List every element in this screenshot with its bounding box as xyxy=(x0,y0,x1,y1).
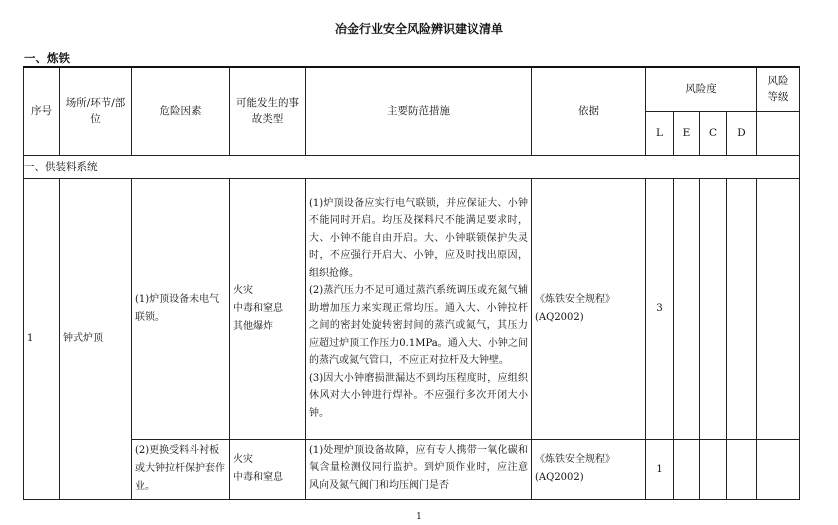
C-value xyxy=(700,178,727,439)
hazard-cell: (1)炉顶设备未电气联锁。 xyxy=(132,178,230,439)
header-location: 场所/环节/部位 xyxy=(60,67,132,155)
measure-item: (1)处理炉顶设备故障，应有专人携带一氧化碳和氧含量检测仪同行监护。到炉顶作业时，应注意风向及氮气阀门和均压阀门是否 xyxy=(309,444,528,491)
D-value xyxy=(727,178,757,439)
basis-cell: 《炼铁安全规程》(AQ2002) xyxy=(532,178,646,439)
accident-type-cell: 火灾 中毒和窒息 其他爆炸 xyxy=(230,178,306,439)
header-risk-level: 风险等级 xyxy=(757,67,800,111)
header-accident-type: 可能发生的事故类型 xyxy=(230,67,306,155)
document-title: 冶金行业安全风险辨识建议清单 xyxy=(334,22,503,36)
measures-cell xyxy=(306,439,532,499)
header-risk-level-blank xyxy=(757,111,800,155)
table-row xyxy=(24,178,800,439)
C-value xyxy=(700,439,727,499)
D-value xyxy=(727,439,757,499)
page-number: 1 xyxy=(416,512,422,522)
E-value xyxy=(674,439,700,499)
L-value: 3 xyxy=(646,178,674,439)
header-index: 序号 xyxy=(24,67,60,155)
E-value xyxy=(674,178,700,439)
header-hazard: 危险因素 xyxy=(132,67,230,155)
header-measures: 主要防范措施 xyxy=(306,67,532,155)
row-location: 钟式炉顶 xyxy=(60,178,132,499)
hazard-cell: (2)更换受料斗衬板或大钟拉杆保护套作业。 xyxy=(132,439,230,499)
row-index: 1 xyxy=(24,178,60,499)
risk-level-value xyxy=(757,178,800,439)
L-value: 1 xyxy=(646,439,674,499)
measures-cell xyxy=(306,178,532,439)
accident-type-cell: 火灾 中毒和窒息 xyxy=(230,439,306,499)
header-C: C xyxy=(700,111,727,155)
subsection-row xyxy=(24,155,800,178)
measure-item: (3)因大小钟磨损泄漏达不到均压程度时，应组织休风对大小钟进行焊补。不应强行多次开闭大小钟。 xyxy=(309,372,528,419)
basis-cell: 《炼铁安全规程》(AQ2002) xyxy=(532,439,646,499)
measure-item: (1)炉顶设备应实行电气联锁，并应保证大、小钟不能同时开启。均压及探料尺不能满足要求时，大、小钟不能自由开启。大、小钟联锁保护失灵时，不应强行开启大、小钟，应及时找出原因，组织抢修。 xyxy=(309,197,528,279)
risk-table xyxy=(23,66,800,500)
header-basis: 依据 xyxy=(532,67,646,155)
subsection-title: 一、供装料系统 xyxy=(24,155,800,178)
header-E: E xyxy=(674,111,700,155)
table-row xyxy=(24,439,800,499)
risk-level-value xyxy=(757,439,800,499)
header-risk-degree: 风险度 xyxy=(646,67,757,111)
measure-item: (2)蒸汽压力不足可通过蒸汽系统调压或充氮气辅助增加压力来实现正常均压。通入大、小钟拉杆之间的密封处旋转密封间的蒸汽或氮气，其压力应超过炉顶工作压力0.1MPa。通入大、小钟之间的蒸汽或氮气管口，不应正对拉杆及大钟壁。 xyxy=(309,285,528,367)
header-L: L xyxy=(646,111,674,155)
header-D: D xyxy=(727,111,757,155)
section-heading: 一、炼铁 xyxy=(24,51,70,65)
